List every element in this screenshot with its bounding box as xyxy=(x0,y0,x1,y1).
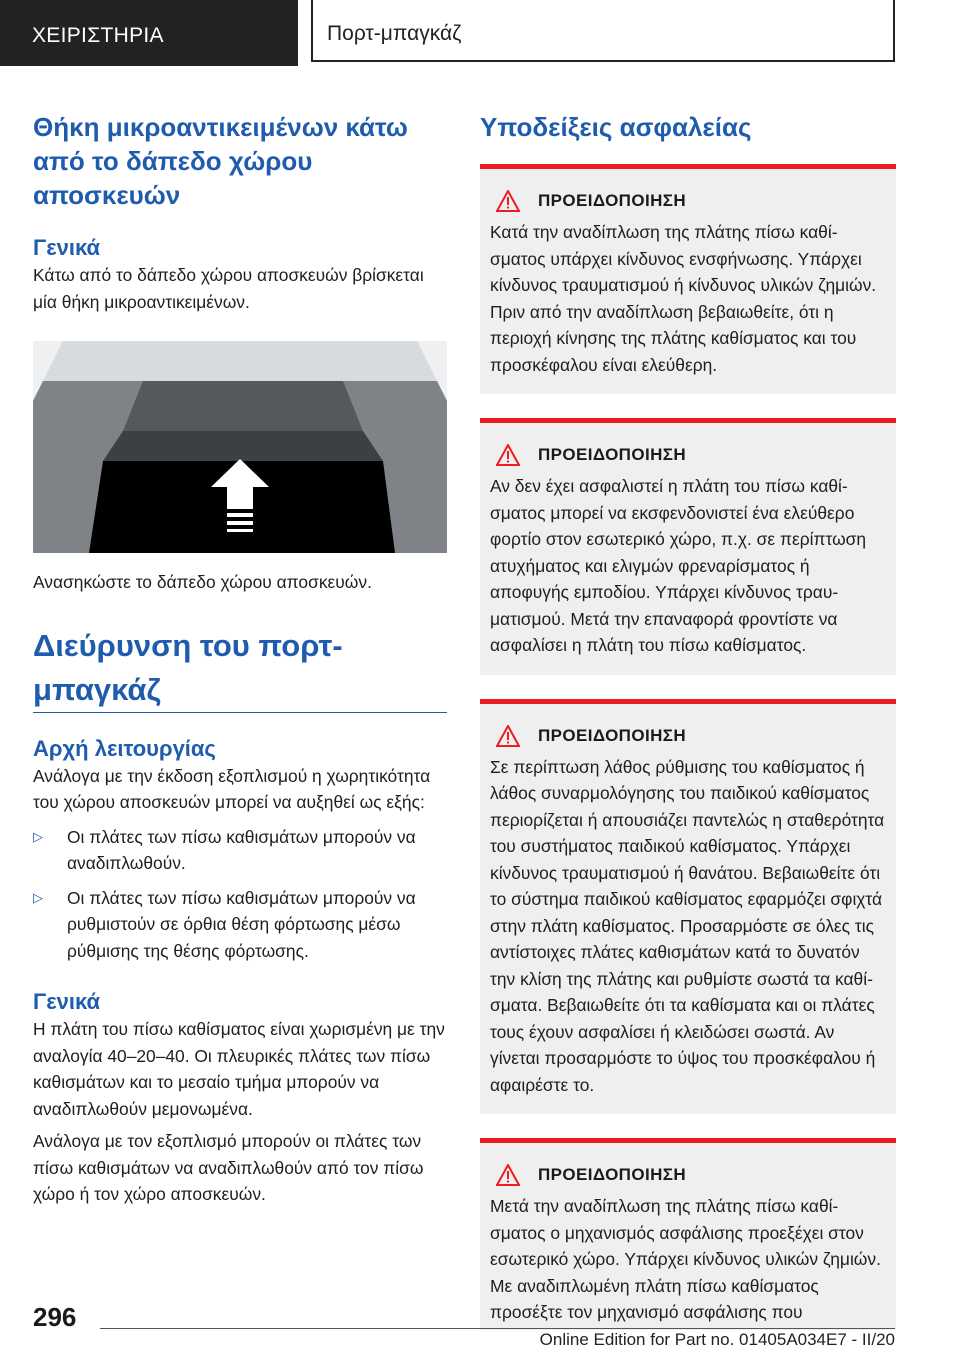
trunk-illustration xyxy=(33,341,447,553)
trunk-floor-photo xyxy=(33,341,447,553)
warning-label: ΠΡΟΕΙΔΟΠΟΙΗΣΗ xyxy=(538,1165,687,1184)
warning-label: ΠΡΟΕΙΔΟΠΟΙΗΣΗ xyxy=(538,725,687,745)
chapter-tab xyxy=(311,0,895,62)
warning-text: Αν δεν έχει ασφαλιστεί η πλάτη του πίσω καθίσματος μπορεί να εκσφενδονιστεί ένα ελεύθερο φορτίο στον εσωτερικό χώρο, π.χ. σε περίπτωση ατυχήματος και ελιγμών φρεναρίσματος ή αποφυγής εμποδίου. Υπάρχει κίνδυνος τραυματισμού. Μετά την επαναφορά φροντίστε να ασφαλίσει η πλάτη του πίσω καθίσματος. xyxy=(490,476,867,655)
warning-box xyxy=(480,1138,896,1330)
general2-text-2: Ανάλογα με τον εξοπλισμό μπορούν οι πλάτες των πίσω καθισμάτων να αναδιπλωθούν από τον πίσω χώρο ή τον χώρο αποσκευών. xyxy=(33,1131,424,1204)
warning-triangle-icon xyxy=(496,725,520,747)
warning-label: ΠΡΟΕΙΔΟΠΟΙΗΣΗ xyxy=(538,445,687,464)
expand-title: Διεύρυνση του πορτ-μπαγκάζ xyxy=(33,627,343,707)
warning-box xyxy=(480,164,896,394)
principle-heading: Αρχή λειτουργίας xyxy=(33,735,216,761)
warning-box xyxy=(480,699,896,1115)
warning-text: Μετά την αναδίπλωση της πλάτης πίσω καθίσματος ο μηχανισμός ασφάλισης προεξέχει στον εσωτερικό χώρο. Υπάρχει κίνδυνος υλικών ζημιών. Με αναδιπλωμένη πλάτη πίσω καθίσματος προσέξτε τον μηχανισμό ασφάλισης που xyxy=(490,1196,881,1322)
photo-caption: Ανασηκώστε το δάπεδο χώρου αποσκευών. xyxy=(33,572,372,592)
bullet-item xyxy=(33,824,447,877)
warning-text: Κατά την αναδίπλωση της πλάτης πίσω καθίσματος υπάρχει κίνδυνος ενσφήνωσης. Υπάρχει κίνδυνος τραυματισμού ή κίνδυνος υλικών ζημιών. Πριν από την αναδίπλωση βεβαιωθείτε, ότι η περιοχή κίνησης της πλάτης καθίσματος και του προσκέφαλου είναι ελεύθερη. xyxy=(490,222,877,375)
warning-text: Σε περίπτωση λάθος ρύθμισης του καθίσματος ή λάθος συναρμολόγησης του παιδικού καθίσματος περιορίζεται ή απουσιάζει παντελώς η σταθερότητα του συστήματος παιδικού καθίσματος. Υπάρχει κίνδυνος τραυματισμού ή θανάτου. Βεβαιωθείτε ότι το σύστημα παιδικού καθίσματος εφαρμόζει σφιχτά στην πλάτη καθίσματος. Προσαρμόστε σε όλες τις αντίστοιχες πλάτες καθισμάτων κατά το δυνατόν την κλίση της πλάτης και ρυθμίστε σωστά τα καθίσματα. Βεβαιωθείτε ότι τα καθίσματα και οι πλάτες τους έχουν ασφαλίσει ή κλειδώσει σωστά. Αν γίνεται προσαρμόστε το ύψος του προσκέφαλου ή αφαιρέστε το. xyxy=(490,756,885,1095)
bullet-item xyxy=(33,885,447,965)
footer-rule xyxy=(100,1328,895,1329)
principle-text: Ανάλογα με την έκδοση εξοπλισμού η χωρητικότητα του χώρου αποσκευών μπορεί να αυξηθεί ως εξής: xyxy=(33,765,431,812)
section-tab xyxy=(0,0,298,66)
page-number: 296 xyxy=(33,1302,77,1332)
warning-box xyxy=(480,418,896,675)
edition-footer: Online Edition for Part no. 01405A034E7 - II/20 xyxy=(539,1330,895,1349)
triangle-right-icon: ▷ xyxy=(33,889,43,905)
general-text: Κάτω από το δάπεδο χώρου αποσκευών βρίσκεται μία θήκη μικροαντικειμένων. xyxy=(33,265,424,312)
warning-label: ΠΡΟΕΙΔΟΠΟΙΗΣΗ xyxy=(538,191,687,210)
warning-triangle-icon xyxy=(496,190,520,212)
section-label: ΧΕΙΡΙΣΤΗΡΙΑ xyxy=(32,24,164,47)
right-column xyxy=(480,110,896,1330)
safety-title: Υποδείξεις ασφαλείας xyxy=(480,112,752,142)
general2-heading: Γενικά xyxy=(33,989,101,1014)
chapter-label: Πορτ-μπαγκάζ xyxy=(327,22,462,45)
left-column xyxy=(33,110,447,1208)
bullet-text: Οι πλάτες των πίσω καθισμάτων μπορούν να αναδιπλωθούν. xyxy=(67,826,416,873)
warning-triangle-icon xyxy=(496,1164,520,1186)
general2-text-1: Η πλάτη του πίσω καθίσματος είναι χωρισμένη με την αναλογία 40–20–40. Οι πλευρικές πλάτες των πίσω καθισμάτων και το μεσαίο τμήμα μπορούν να αναδιπλωθούν μεμονωμένα. xyxy=(33,1019,445,1119)
general-heading: Γενικά xyxy=(33,235,101,260)
storage-title: Θήκη μικροαντικειμένων κάτω από το δάπεδο χώρου αποσκευών xyxy=(33,112,408,210)
triangle-right-icon: ▷ xyxy=(33,828,43,844)
warning-triangle-icon xyxy=(496,444,520,466)
bullet-text: Οι πλάτες των πίσω καθισμάτων μπορούν να ρυθμιστούν σε όρθια θέση φόρτωσης μέσω ρύθμισης της θέσης φόρτωσης. xyxy=(67,887,416,961)
